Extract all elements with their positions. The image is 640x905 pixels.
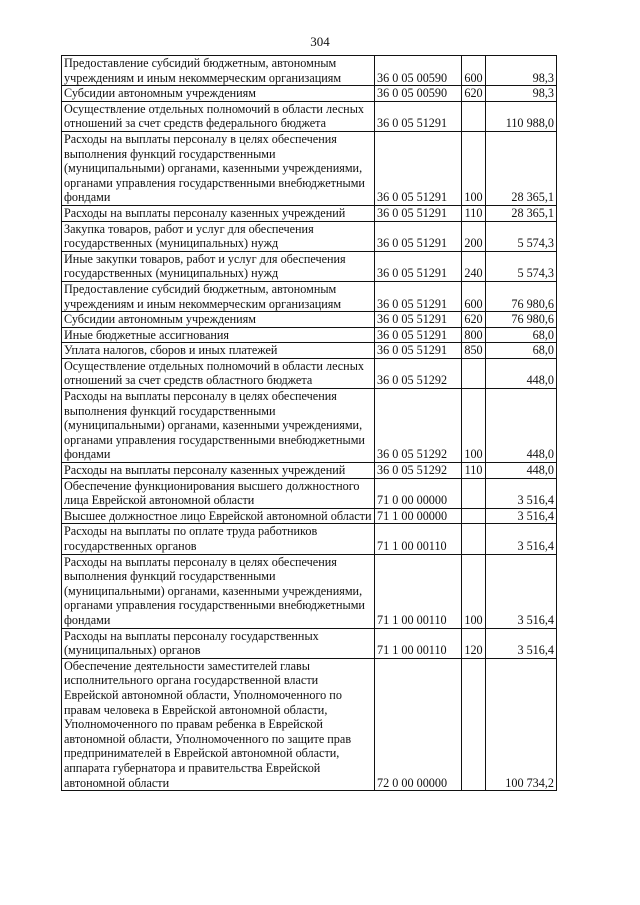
row-code-cell: 36 0 05 51292	[375, 358, 462, 388]
table-row	[62, 343, 557, 359]
row-expense-type-cell: 600	[462, 56, 486, 86]
row-sum-cell: 28 365,1	[486, 205, 557, 221]
row-name-cell: Обеспечение деятельности заместителей главы исполнительного органа государственной власти Еврейской автономной области, Уполномоченного по правам человека в Еврейской автономной области, Уполномоченного по правам ребенка в Еврейской автономной области, Уполномоченного по защите прав предпринимателей в Еврейской автономной области, аппарата губернатора и правительства Еврейской автономной области	[62, 658, 375, 790]
row-name-cell: Иные бюджетные ассигнования	[62, 327, 375, 343]
row-sum-cell: 3 516,4	[486, 478, 557, 508]
row-sum-cell: 98,3	[486, 86, 557, 102]
table-row	[62, 312, 557, 328]
row-sum-cell: 3 516,4	[486, 508, 557, 524]
row-sum-cell: 76 980,6	[486, 312, 557, 328]
row-name-cell: Расходы на выплаты персоналу государственных (муниципальных) органов	[62, 628, 375, 658]
row-expense-type-cell: 100	[462, 554, 486, 628]
table-row	[62, 221, 557, 251]
row-expense-type-cell: 100	[462, 389, 486, 463]
row-expense-type-cell	[462, 101, 486, 131]
row-expense-type-cell	[462, 658, 486, 790]
row-sum-cell: 448,0	[486, 358, 557, 388]
row-code-cell: 36 0 05 51292	[375, 463, 462, 479]
row-name-cell: Субсидии автономным учреждениям	[62, 312, 375, 328]
row-code-cell: 36 0 05 51291	[375, 131, 462, 205]
table-row	[62, 389, 557, 463]
row-expense-type-cell	[462, 478, 486, 508]
row-expense-type-cell: 110	[462, 463, 486, 479]
table-row	[62, 658, 557, 790]
row-expense-type-cell	[462, 358, 486, 388]
table-row	[62, 131, 557, 205]
row-sum-cell: 110 988,0	[486, 101, 557, 131]
row-sum-cell: 68,0	[486, 327, 557, 343]
row-expense-type-cell: 850	[462, 343, 486, 359]
row-name-cell: Обеспечение функционирования высшего должностного лица Еврейской автономной области	[62, 478, 375, 508]
row-name-cell: Осуществление отдельных полномочий в области лесных отношений за счет средств областного бюджета	[62, 358, 375, 388]
row-code-cell: 36 0 05 51291	[375, 251, 462, 281]
row-expense-type-cell: 100	[462, 131, 486, 205]
row-code-cell: 36 0 05 00590	[375, 86, 462, 102]
table-row	[62, 281, 557, 311]
row-expense-type-cell: 120	[462, 628, 486, 658]
row-name-cell: Предоставление субсидий бюджетным, автономным учреждениям и иным некоммерческим организациям	[62, 281, 375, 311]
table-row	[62, 524, 557, 554]
row-expense-type-cell	[462, 524, 486, 554]
row-sum-cell: 3 516,4	[486, 628, 557, 658]
row-code-cell: 72 0 00 00000	[375, 658, 462, 790]
row-code-cell: 36 0 05 00590	[375, 56, 462, 86]
row-name-cell: Расходы на выплаты персоналу в целях обеспечения выполнения функций государственными (муниципальными) органами, казенными учреждениями, органами управления государственными внебюджетными фондами	[62, 131, 375, 205]
row-sum-cell: 5 574,3	[486, 251, 557, 281]
row-code-cell: 36 0 05 51291	[375, 312, 462, 328]
row-name-cell: Высшее должностное лицо Еврейской автономной области	[62, 508, 375, 524]
row-sum-cell: 68,0	[486, 343, 557, 359]
row-expense-type-cell: 800	[462, 327, 486, 343]
table-row	[62, 628, 557, 658]
row-name-cell: Расходы на выплаты персоналу в целях обеспечения выполнения функций государственными (муниципальными) органами, казенными учреждениями, органами управления государственными внебюджетными фондами	[62, 389, 375, 463]
row-expense-type-cell: 240	[462, 251, 486, 281]
budget-table	[61, 55, 557, 791]
table-row	[62, 101, 557, 131]
row-code-cell: 71 1 00 00110	[375, 554, 462, 628]
table-row	[62, 358, 557, 388]
table-row	[62, 251, 557, 281]
table-row	[62, 463, 557, 479]
table-row	[62, 205, 557, 221]
row-code-cell: 36 0 05 51291	[375, 205, 462, 221]
row-expense-type-cell: 600	[462, 281, 486, 311]
row-name-cell: Закупка товаров, работ и услуг для обеспечения государственных (муниципальных) нужд	[62, 221, 375, 251]
row-name-cell: Предоставление субсидий бюджетным, автономным учреждениям и иным некоммерческим организациям	[62, 56, 375, 86]
row-name-cell: Расходы на выплаты по оплате труда работников государственных органов	[62, 524, 375, 554]
table-row	[62, 56, 557, 86]
row-expense-type-cell: 200	[462, 221, 486, 251]
row-sum-cell: 448,0	[486, 463, 557, 479]
row-expense-type-cell: 620	[462, 86, 486, 102]
row-name-cell: Иные закупки товаров, работ и услуг для обеспечения государственных (муниципальных) нужд	[62, 251, 375, 281]
row-code-cell: 36 0 05 51291	[375, 281, 462, 311]
row-code-cell: 36 0 05 51292	[375, 389, 462, 463]
row-code-cell: 71 0 00 00000	[375, 478, 462, 508]
row-code-cell: 36 0 05 51291	[375, 221, 462, 251]
table-row	[62, 86, 557, 102]
row-sum-cell: 5 574,3	[486, 221, 557, 251]
row-name-cell: Осуществление отдельных полномочий в области лесных отношений за счет средств федерального бюджета	[62, 101, 375, 131]
table-row	[62, 508, 557, 524]
row-expense-type-cell: 110	[462, 205, 486, 221]
row-sum-cell: 76 980,6	[486, 281, 557, 311]
row-code-cell: 71 1 00 00000	[375, 508, 462, 524]
row-code-cell: 71 1 00 00110	[375, 524, 462, 554]
row-name-cell: Субсидии автономным учреждениям	[62, 86, 375, 102]
row-expense-type-cell	[462, 508, 486, 524]
row-name-cell: Расходы на выплаты персоналу казенных учреждений	[62, 205, 375, 221]
row-sum-cell: 3 516,4	[486, 524, 557, 554]
table-row	[62, 327, 557, 343]
row-code-cell: 36 0 05 51291	[375, 343, 462, 359]
row-name-cell: Уплата налогов, сборов и иных платежей	[62, 343, 375, 359]
row-sum-cell: 100 734,2	[486, 658, 557, 790]
budget-table-body	[62, 56, 557, 791]
row-expense-type-cell: 620	[462, 312, 486, 328]
page-number: 304	[310, 34, 330, 49]
row-code-cell: 71 1 00 00110	[375, 628, 462, 658]
row-code-cell: 36 0 05 51291	[375, 101, 462, 131]
row-name-cell: Расходы на выплаты персоналу казенных учреждений	[62, 463, 375, 479]
row-name-cell: Расходы на выплаты персоналу в целях обеспечения выполнения функций государственными (муниципальными) органами, казенными учреждениями, органами управления государственными внебюджетными фондами	[62, 554, 375, 628]
row-sum-cell: 3 516,4	[486, 554, 557, 628]
row-sum-cell: 28 365,1	[486, 131, 557, 205]
table-row	[62, 478, 557, 508]
table-row	[62, 554, 557, 628]
row-code-cell: 36 0 05 51291	[375, 327, 462, 343]
row-sum-cell: 98,3	[486, 56, 557, 86]
row-sum-cell: 448,0	[486, 389, 557, 463]
